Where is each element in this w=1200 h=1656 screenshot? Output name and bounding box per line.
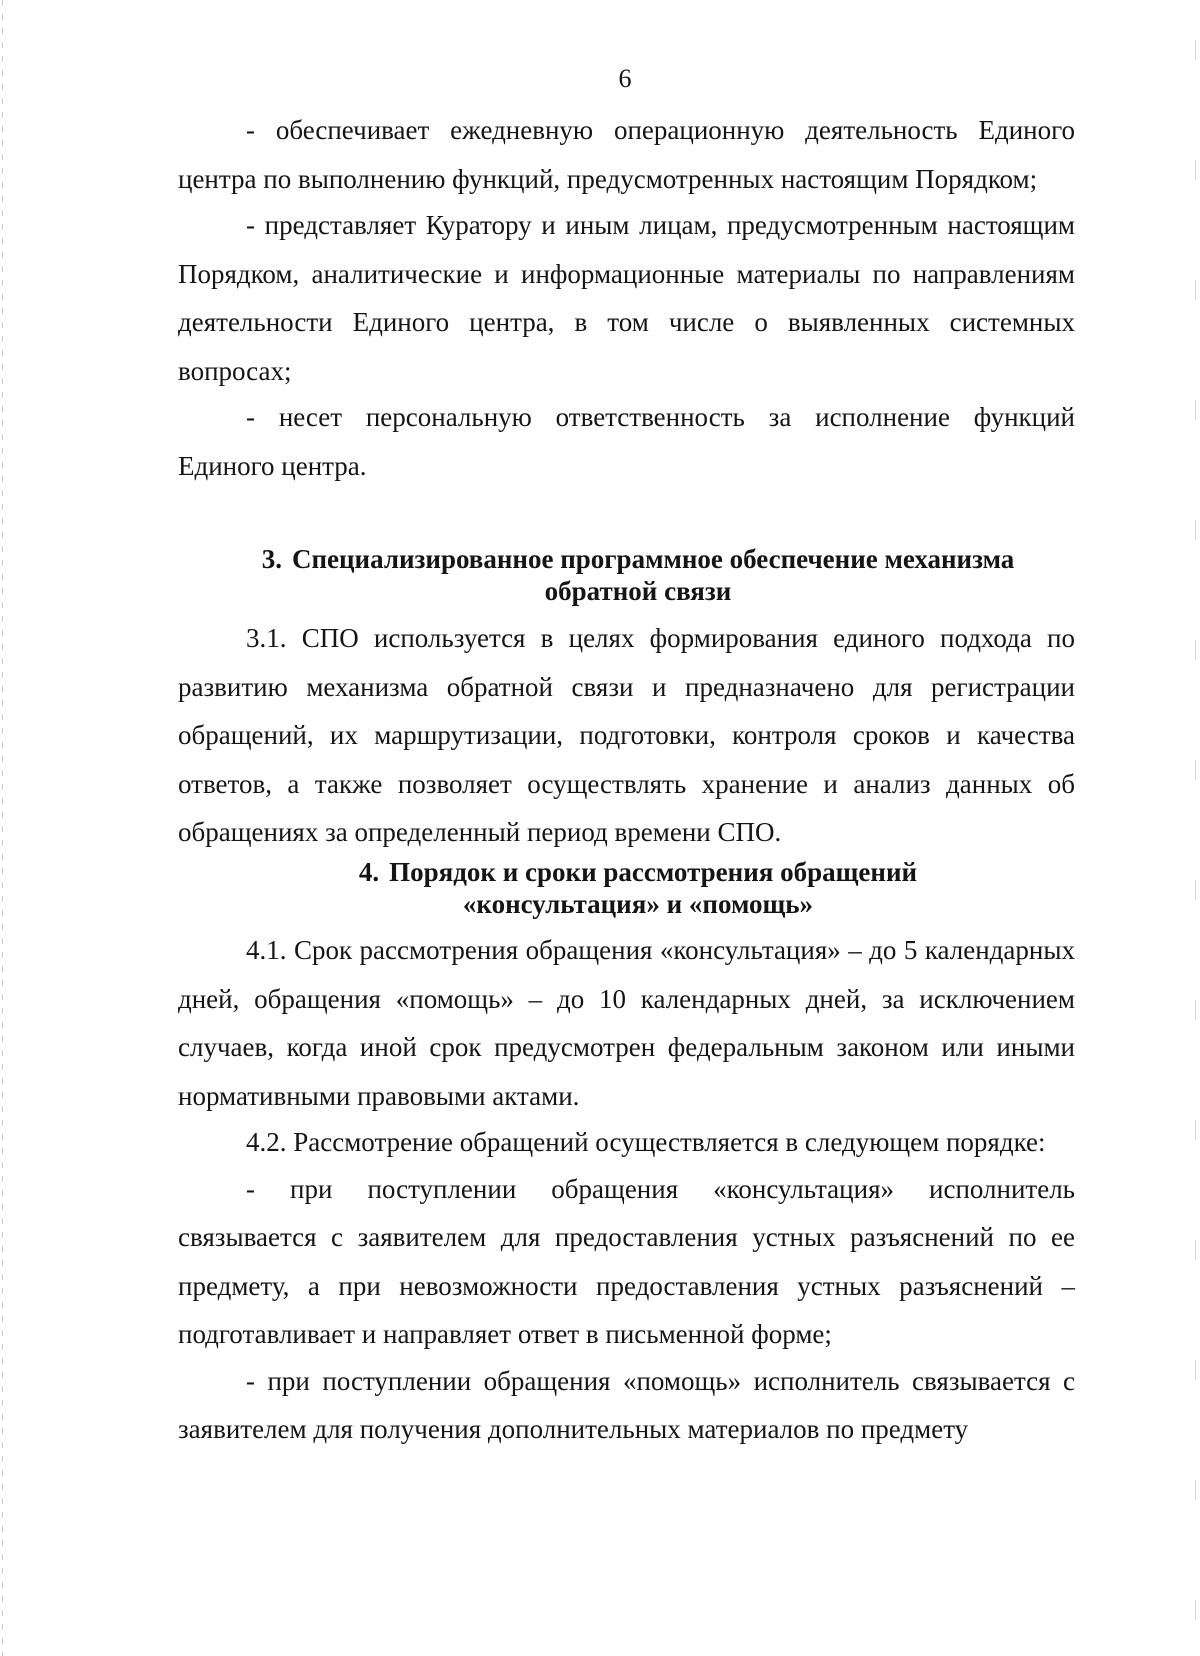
section-3-title-line1: Специализированное программное обеспечение механизма [291, 544, 1015, 574]
paragraph-reports-materials: - представляет Куратору и иным лицам, предусмотренным настоящим Порядком, аналитические и информационные материалы по направлениям деятельности Единого центра, в том числе о выявленных системных вопросах; [178, 210, 1075, 386]
section-3-number: 3. [261, 544, 282, 574]
section-4-title-line2: «консультация» и «помощь» [462, 889, 814, 919]
paragraph-consultation: - при поступлении обращения «консультация» исполнитель связывается с заявителем для предоставления устных разъяснений по ее предмету, а при невозможности предоставления устных разъяснений – подготавливает и направляет ответ в письменной форме; [178, 1173, 1075, 1349]
section-4-heading [178, 856, 1098, 920]
paragraph-3-1: 3.1. СПО используется в целях формирования единого подхода по развитию механизма обратной связи и предназначено для регистрации обращений, их маршрутизации, подготовки, контроля сроков и качества ответов, а также позволяет осуществлять хранение и анализ данных об обращениях за определенный период времени СПО. [178, 623, 1075, 847]
paragraph-4-2: 4.2. Рассмотрение обращений осуществляется в следующем порядке: [246, 1127, 1046, 1157]
paragraph-help: - при поступлении обращения «помощь» исполнитель связывается с заявителем для получения дополнительных материалов по предмету [178, 1365, 1075, 1444]
section-3-heading [178, 543, 1098, 607]
top-paragraphs [178, 106, 1075, 490]
section-4-body [178, 926, 1075, 1454]
scan-edge-right [1195, 0, 1196, 1656]
section-4-title-line1: Порядок и сроки рассмотрения обращений [389, 857, 918, 887]
page-number: 6 [618, 64, 632, 93]
paragraph-4-1: 4.1. Срок рассмотрения обращения «консультация» – до 5 календарных дней, обращения «помощь» – до 10 календарных дней, за исключением случаев, когда иной срок предусмотрен федеральным законом или иными нормативными правовыми актами. [178, 935, 1075, 1111]
scan-edge-left [2, 0, 3, 1656]
paragraph-responsibility: - несет персональную ответственность за исполнение функций Единого центра. [178, 402, 1075, 481]
section-3-body [178, 614, 1075, 857]
paragraph-daily-operations: - обеспечивает ежедневную операционную деятельность Единого центра по выполнению функций, предусмотренных настоящим Порядком; [178, 115, 1075, 194]
section-3-title-line2: обратной связи [544, 576, 732, 606]
section-4-number: 4. [358, 857, 380, 887]
